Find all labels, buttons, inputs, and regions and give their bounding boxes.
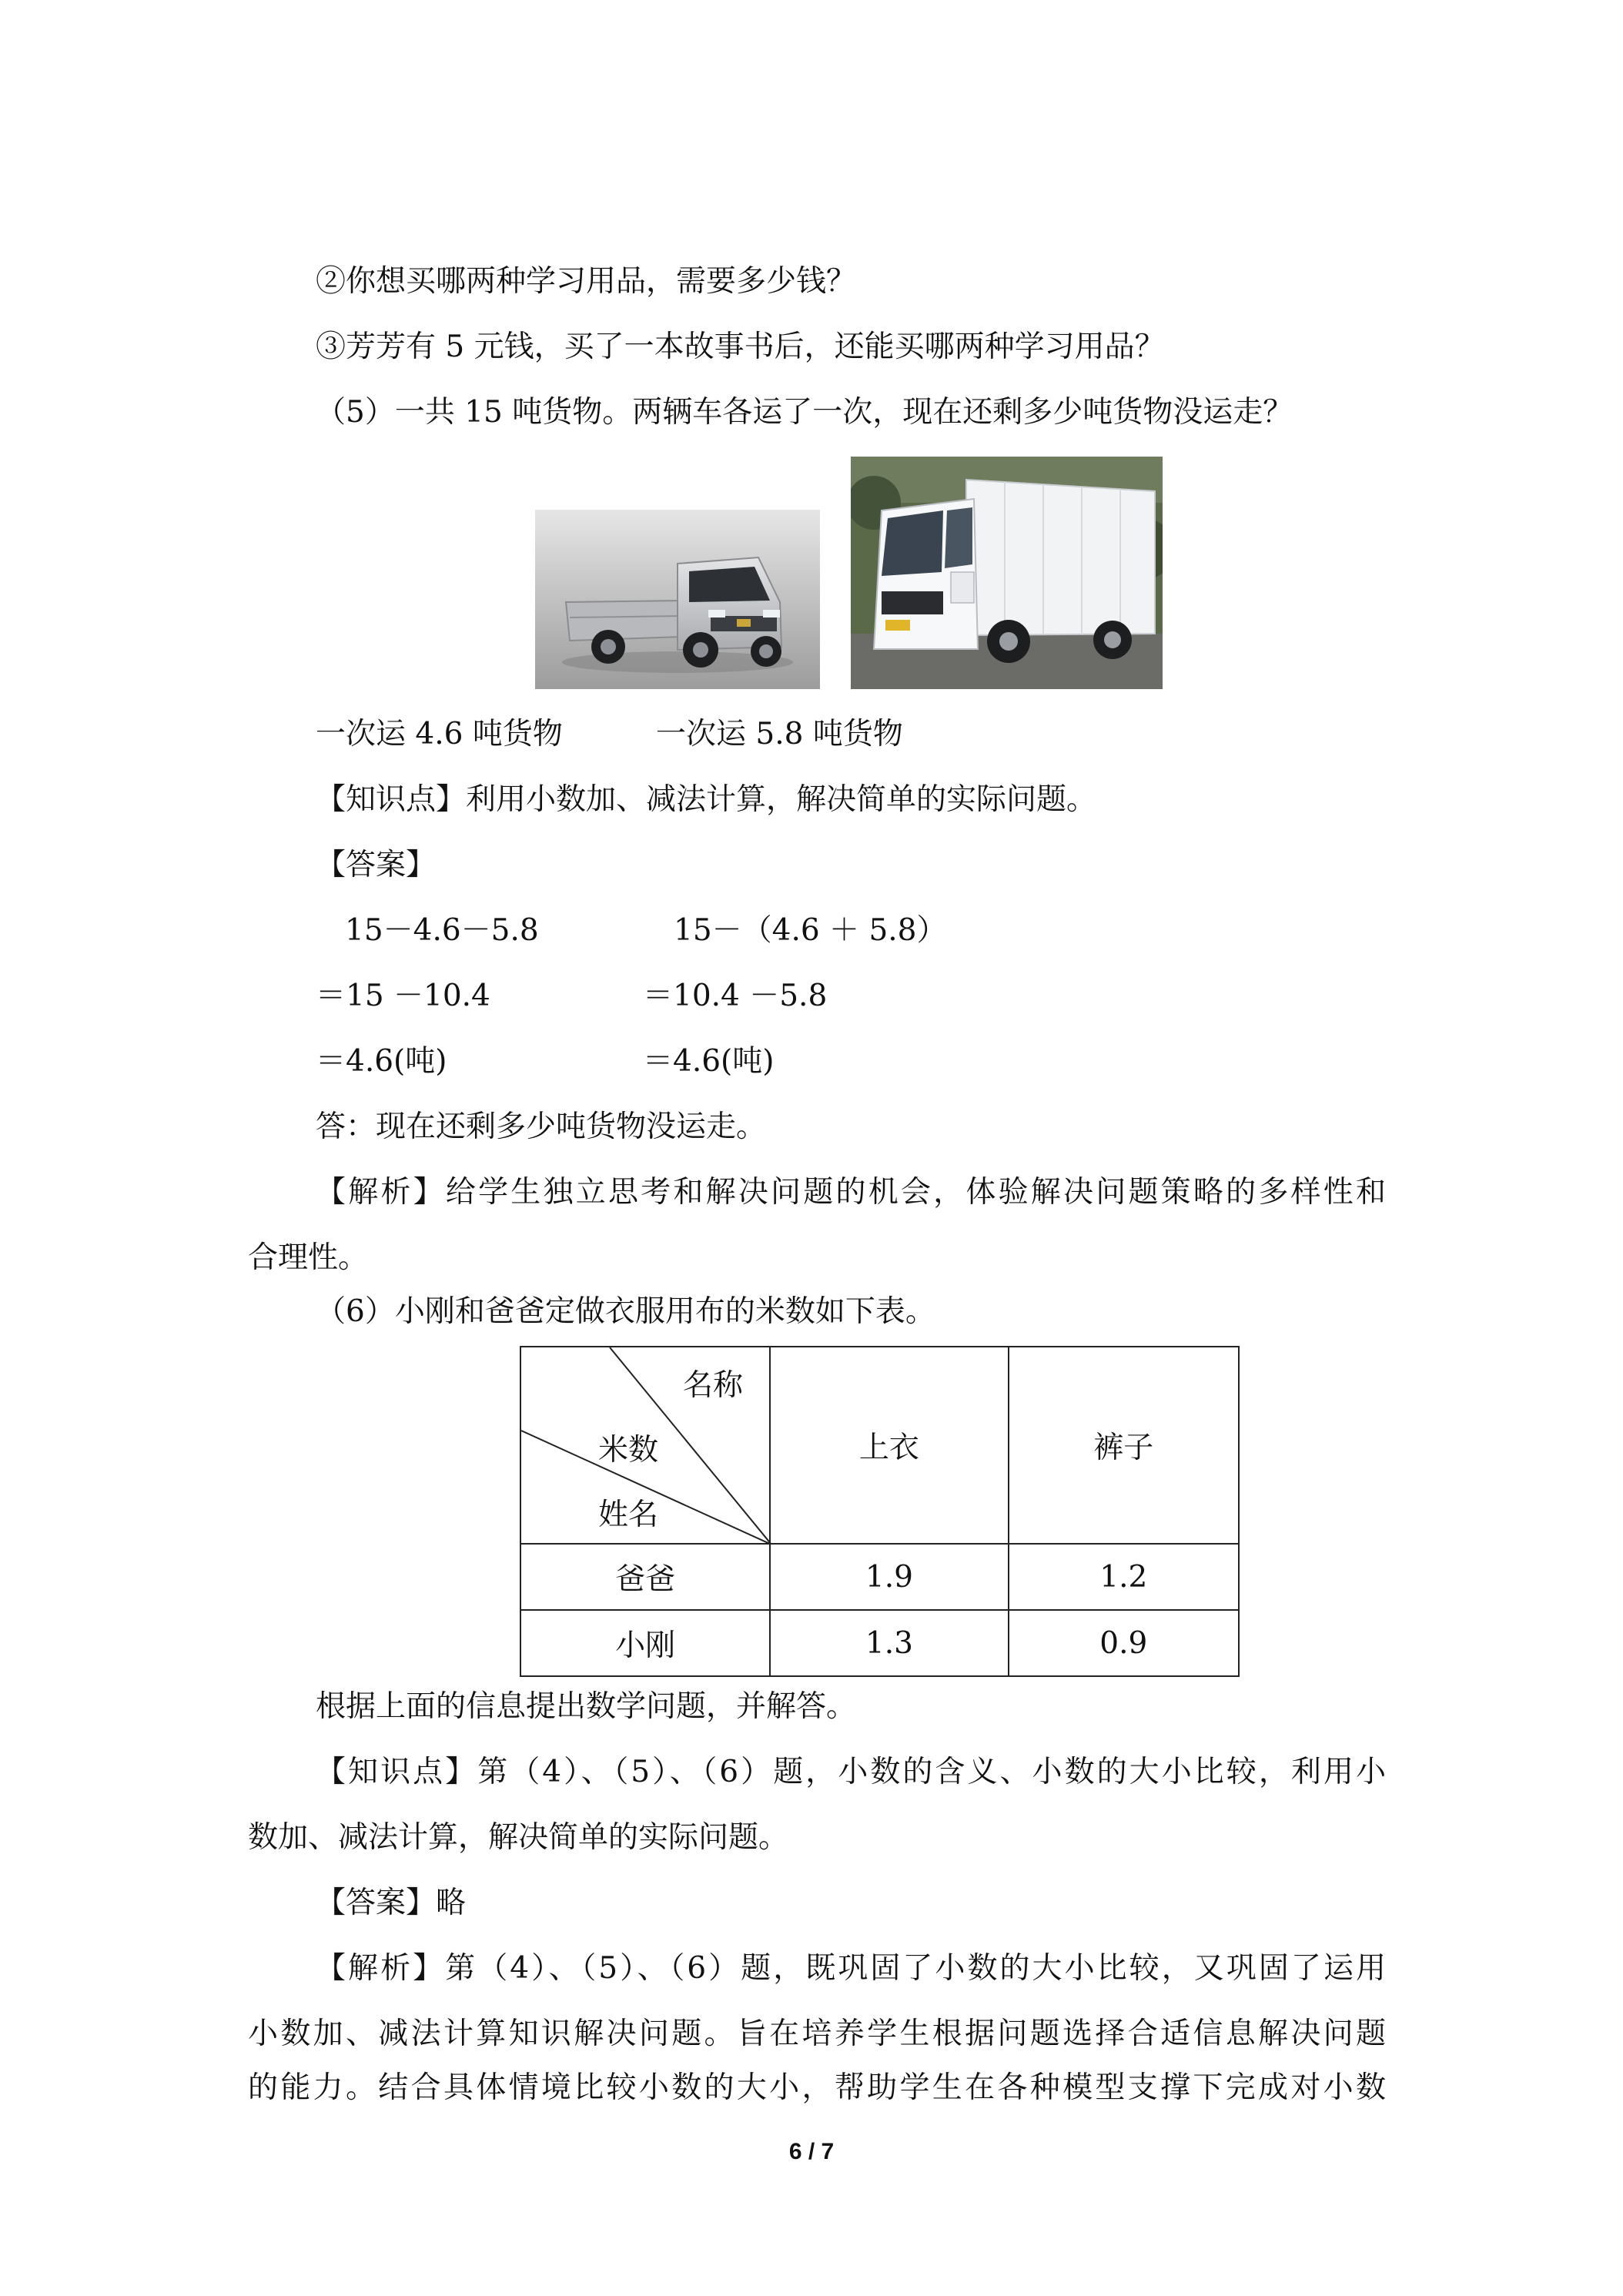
knowledge-point-2-line-2: 数加、减法计算，解决简单的实际问题。 xyxy=(248,1820,789,1855)
analysis-1-line-1: 【解析】给学生独立思考和解决问题的机会，体验解决问题策略的多样性和 xyxy=(316,1175,1386,1210)
analysis-1-line-2: 合理性。 xyxy=(248,1240,369,1275)
calc-a-step1: 15－4.6－5.8 xyxy=(345,913,539,948)
analysis-2-line-1: 【解析】第（4）、（5）、（6）题，既巩固了小数的大小比较，又巩固了运用 xyxy=(316,1951,1386,1986)
question-5: （5）一共 15 吨货物。两辆车各运了一次，现在还剩多少吨货物没运走？ xyxy=(316,395,1293,430)
answer-header: 【答案】 xyxy=(316,848,437,882)
calc-b-step1: 15－（4.6 ＋ 5.8） xyxy=(674,913,947,948)
row-name: 小刚 xyxy=(520,1610,770,1676)
analysis-2-line-2: 小数加、减法计算知识解决问题。旨在培养学生根据问题选择合适信息解决问题 xyxy=(248,2017,1386,2051)
large-truck-caption: 一次运 5.8 吨货物 xyxy=(656,717,903,751)
row-name: 爸爸 xyxy=(520,1544,770,1610)
calc-b-step3: ＝4.6(吨) xyxy=(643,1044,775,1079)
question-3: ③芳芳有 5 元钱，买了一本故事书后，还能买哪两种学习用品？ xyxy=(316,330,1165,364)
calc-a-step3: ＝4.6(吨) xyxy=(316,1044,447,1079)
table-header-pants: 裤子 xyxy=(1009,1347,1239,1544)
knowledge-point-2-line-1: 【知识点】第（4）、（5）、（6）题，小数的含义、小数的大小比较，利用小 xyxy=(316,1755,1386,1789)
table-header-shirt: 上衣 xyxy=(770,1347,1008,1544)
row-pants: 1.2 xyxy=(1009,1544,1239,1610)
calc-b-step2: ＝10.4 －5.8 xyxy=(643,979,828,1013)
answer-text: 答：现在还剩多少吨货物没运走。 xyxy=(316,1110,767,1144)
table-row xyxy=(520,1544,1239,1610)
table-corner-cell xyxy=(520,1347,770,1544)
row-shirt: 1.3 xyxy=(770,1610,1008,1676)
prompt-text: 根据上面的信息提出数学问题，并解答。 xyxy=(316,1689,857,1724)
table-row xyxy=(520,1610,1239,1676)
large-truck-image xyxy=(851,457,1163,689)
cloth-table xyxy=(520,1346,1240,1677)
answer-2: 【答案】略 xyxy=(316,1886,467,1920)
corner-label-name: 名称 xyxy=(683,1368,744,1403)
row-shirt: 1.9 xyxy=(770,1544,1008,1610)
corner-label-meters: 米数 xyxy=(598,1433,659,1468)
corner-label-person: 姓名 xyxy=(598,1498,659,1532)
small-truck-caption: 一次运 4.6 吨货物 xyxy=(316,717,563,751)
question-6: （6）小刚和爸爸定做衣服用布的米数如下表。 xyxy=(316,1294,935,1329)
knowledge-point-1: 【知识点】利用小数加、减法计算，解决简单的实际问题。 xyxy=(316,782,1097,817)
question-2: ②你想买哪两种学习用品，需要多少钱？ xyxy=(316,264,857,299)
small-truck-image xyxy=(535,510,820,689)
page-number: 6 / 7 xyxy=(788,2139,835,2164)
row-pants: 0.9 xyxy=(1009,1610,1239,1676)
calc-a-step2: ＝15 －10.4 xyxy=(316,979,490,1013)
analysis-2-line-3: 的能力。结合具体情境比较小数的大小，帮助学生在各种模型支撑下完成对小数 xyxy=(248,2070,1386,2105)
